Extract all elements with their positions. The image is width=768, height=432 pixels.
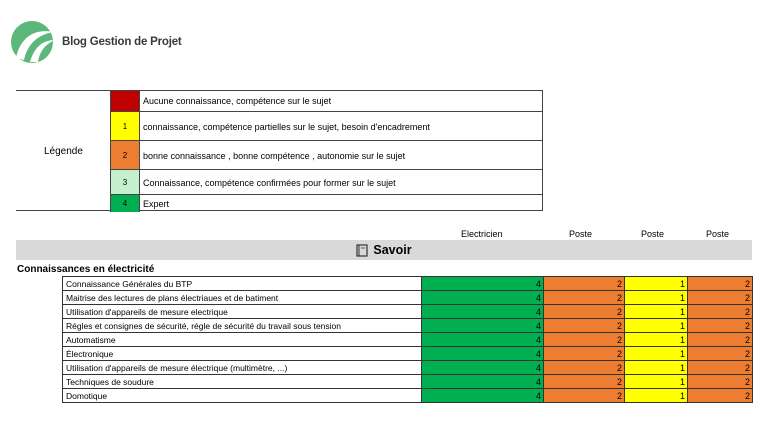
level-cell[interactable]: 2: [688, 319, 753, 333]
level-cell[interactable]: 1: [625, 375, 688, 389]
skill-label[interactable]: Maitrise des lectures de plans électriaues et de batiment: [63, 291, 422, 305]
level-cell[interactable]: 2: [544, 333, 625, 347]
level-cell[interactable]: 2: [688, 333, 753, 347]
table-row: [63, 277, 753, 291]
table-row: [63, 305, 753, 319]
level-cell[interactable]: 4: [422, 319, 544, 333]
level-cell[interactable]: 1: [625, 333, 688, 347]
brand-name: Blog Gestion de Projet: [62, 36, 182, 48]
level-cell[interactable]: 1: [625, 291, 688, 305]
level-cell[interactable]: 1: [625, 319, 688, 333]
legend-swatch-yellow: 1: [110, 112, 140, 141]
legend-swatch-green: 4: [110, 195, 140, 212]
level-cell[interactable]: 2: [688, 277, 753, 291]
legend-table: [16, 90, 543, 211]
level-cell[interactable]: 4: [422, 375, 544, 389]
level-cell[interactable]: 2: [688, 291, 753, 305]
level-cell[interactable]: 2: [688, 347, 753, 361]
table-row: [63, 375, 753, 389]
skills-table: [62, 276, 753, 403]
legend-row-0: [110, 91, 542, 111]
skill-label[interactable]: Régles et consignes de sécurité, régle de sécurité du travail sous tension: [63, 319, 422, 333]
level-cell[interactable]: 1: [625, 361, 688, 375]
table-row: [63, 361, 753, 375]
level-cell[interactable]: 2: [544, 361, 625, 375]
legend-row-3: [110, 169, 542, 195]
legend-row-2: [110, 140, 542, 170]
book-icon: [356, 244, 368, 257]
level-cell[interactable]: 2: [544, 319, 625, 333]
section-title: Savoir: [373, 243, 412, 257]
legend-text: bonne connaissance , bonne compétence , autonomie sur le sujet: [143, 150, 406, 161]
level-cell[interactable]: 4: [422, 291, 544, 305]
skill-label[interactable]: Électronique: [63, 347, 422, 361]
column-header-electricien: Electricien: [461, 229, 503, 239]
category-title: Connaissances en électricité: [17, 264, 155, 275]
level-cell[interactable]: 2: [544, 305, 625, 319]
legend-row-1: [110, 111, 542, 141]
skill-label[interactable]: Utilisation d'appareils de mesure électrique (multimètre, ...): [63, 361, 422, 375]
legend-text: Aucune connaissance, compétence sur le sujet: [143, 96, 332, 106]
section-header-savoir: [16, 240, 752, 260]
legend-swatch-lightgreen: 3: [110, 170, 140, 195]
level-cell[interactable]: 4: [422, 277, 544, 291]
level-cell[interactable]: 4: [422, 333, 544, 347]
level-cell[interactable]: 2: [544, 277, 625, 291]
legend-swatch-red: [110, 91, 140, 111]
legend-title: Légende: [44, 146, 83, 157]
level-cell[interactable]: 1: [625, 389, 688, 403]
level-cell[interactable]: 2: [544, 389, 625, 403]
level-cell[interactable]: 1: [625, 347, 688, 361]
level-cell[interactable]: 4: [422, 305, 544, 319]
level-cell[interactable]: 4: [422, 347, 544, 361]
level-cell[interactable]: 2: [688, 305, 753, 319]
level-cell[interactable]: 2: [688, 389, 753, 403]
table-row: [63, 319, 753, 333]
table-row: [63, 291, 753, 305]
skill-label[interactable]: Domotique: [63, 389, 422, 403]
table-row: [63, 389, 753, 403]
table-row: [63, 347, 753, 361]
skill-label[interactable]: Automatisme: [63, 333, 422, 347]
blog-logo[interactable]: [10, 20, 182, 64]
legend-text: connaissance, compétence partielles sur le sujet, besoin d'encadrement: [143, 121, 430, 132]
column-header-poste-2: Poste: [641, 229, 665, 239]
level-cell[interactable]: 2: [688, 361, 753, 375]
skill-label[interactable]: Utilisation d'appareils de mesure electrique: [63, 305, 422, 319]
column-header-poste-1: Poste: [569, 229, 593, 239]
level-cell[interactable]: 2: [688, 375, 753, 389]
legend-text: Connaissance, compétence confirmées pour former sur le sujet: [143, 177, 396, 188]
level-cell[interactable]: 2: [544, 347, 625, 361]
column-header-poste-3: Poste: [706, 229, 730, 239]
level-cell[interactable]: 4: [422, 361, 544, 375]
table-row: [63, 333, 753, 347]
legend-row-4: [110, 194, 542, 212]
legend-swatch-orange: 2: [110, 141, 140, 170]
level-cell[interactable]: 2: [544, 375, 625, 389]
leaf-logo-icon: [10, 20, 56, 64]
level-cell[interactable]: 2: [544, 291, 625, 305]
level-cell[interactable]: 4: [422, 389, 544, 403]
legend-text: Expert: [143, 198, 170, 209]
skill-label[interactable]: Connaissance Générales du BTP: [63, 277, 422, 291]
level-cell[interactable]: 1: [625, 305, 688, 319]
level-cell[interactable]: 1: [625, 277, 688, 291]
skill-label[interactable]: Techniques de soudure: [63, 375, 422, 389]
